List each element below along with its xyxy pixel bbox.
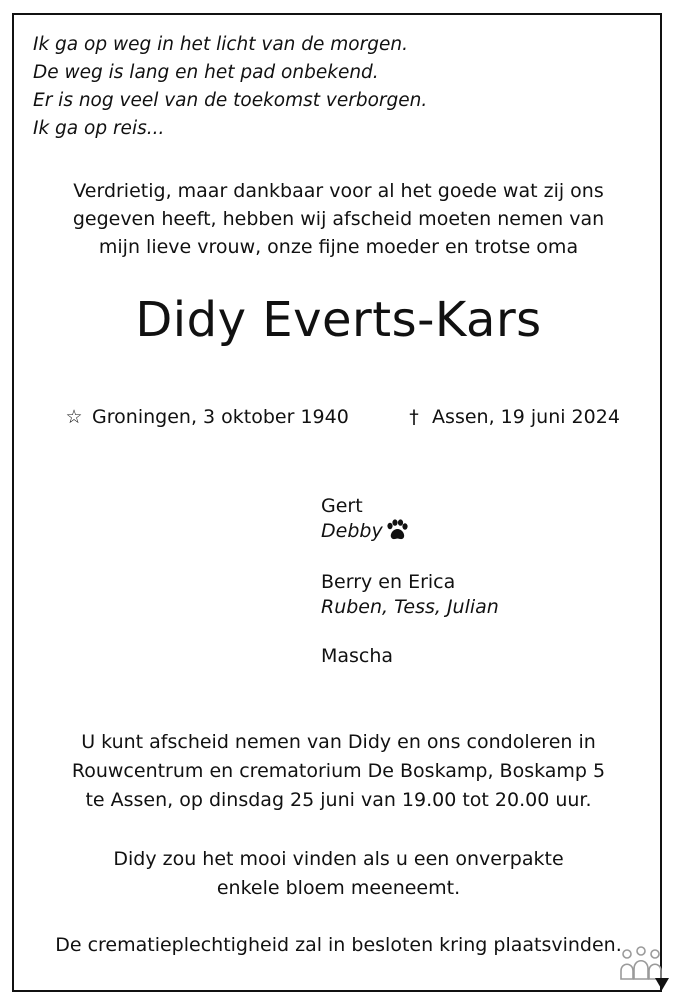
intro-text [0,177,677,261]
family-member: Berry en Erica [321,571,456,593]
ceremony-text: De crematieplechtigheid zal in besloten kring plaatsvinden. [55,934,622,956]
flower-line: enkele bloem meeneemt. [216,877,461,899]
farewell-text [0,728,677,815]
deceased-name: Didy Everts-Kars [135,292,542,348]
poem-line: Ik ga op weg in het licht van de morgen. [33,34,408,55]
farewell-line: te Assen, op dinsdag 25 juni van 19.00 tot 20.00 uur. [85,789,592,811]
cross-icon: † [409,406,419,428]
farewell-line: U kunt afscheid nemen van Didy en ons condoleren in [81,731,596,753]
poem-line: Er is nog veel van de toekomst verborgen. [33,90,428,111]
birth-date: Groningen, 3 oktober 1940 [92,406,349,428]
intro-line: Verdrietig, maar dankbaar voor al het goede wat zij ons [73,180,604,202]
death-info [402,403,620,431]
grandchildren: Ruben, Tess, Julian [321,596,499,618]
pet-name: Debby [321,520,383,542]
star-icon: ☆ [65,406,83,428]
farewell-line: Rouwcentrum en crematorium De Boskamp, Boskamp 5 [71,760,606,782]
family-member: Mascha [321,645,394,667]
family-list [321,494,499,669]
family-member: Gert [321,495,363,517]
birth-info [62,403,349,431]
flower-text [0,845,677,903]
death-date: Assen, 19 juni 2024 [432,406,620,428]
poem-line: De weg is lang en het pad onbekend. [33,62,379,83]
family-member-pet [321,519,499,544]
poem-line: Ik ga op reis... [33,118,165,139]
paw-print-icon [385,519,409,541]
intro-line: mijn lieve vrouw, onze fijne moeder en trotse oma [98,236,579,258]
flower-line: Didy zou het mooi vinden als u een onverpakte [113,848,564,870]
intro-line: gegeven heeft, hebben wij afscheid moeten nemen van [72,208,605,230]
down-arrow-icon[interactable] [655,978,669,990]
poem [33,31,427,143]
